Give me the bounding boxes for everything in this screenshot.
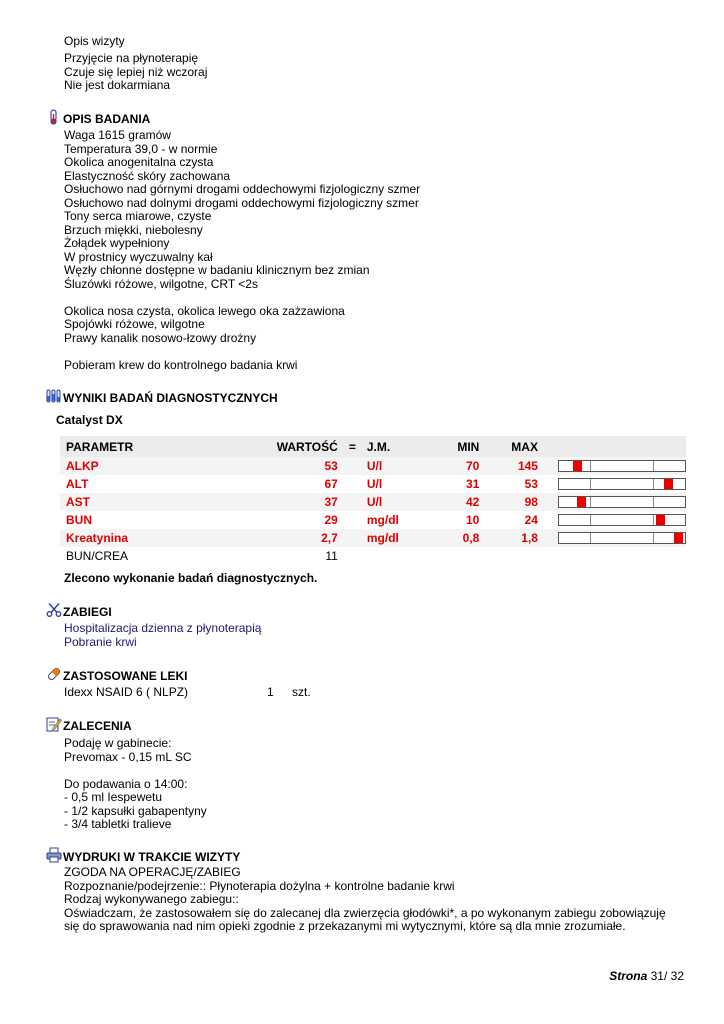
recommendations-text xyxy=(64,737,207,832)
visit-line: Czuje się lepiej niż wczoraj xyxy=(64,64,208,79)
exam-line: Okolica anogenitalna czysta xyxy=(64,155,214,169)
header-unit: J.M. xyxy=(367,436,426,457)
param-eq xyxy=(338,493,367,511)
drug-unit: szt. xyxy=(292,685,311,699)
exam-line: Temperatura 39,0 - w normie xyxy=(64,141,218,156)
param-name: ALKP xyxy=(60,457,249,475)
visit-label: Opis wizyty xyxy=(64,34,125,48)
param-unit: mg/dl xyxy=(367,529,426,547)
param-name: AST xyxy=(60,493,249,511)
range-cell xyxy=(538,529,686,547)
exam-line: Śluzówki różowe, wilgotne, CRT <2s xyxy=(64,276,258,291)
recommendation-line: Prevomax - 0,15 mL SC xyxy=(64,749,192,764)
printouts-title: WYDRUKI W TRAKCIE WIZYTY xyxy=(63,850,241,864)
param-min: 70 xyxy=(426,457,480,475)
printout-line: ZGODA NA OPERACJĘ/ZABIEG xyxy=(64,865,241,879)
param-max: 24 xyxy=(524,513,538,527)
param-value: 53 xyxy=(249,457,338,475)
param-unit: U/l xyxy=(367,493,426,511)
procedure-item: Hospitalizacja dzienna z płynoterapią xyxy=(64,621,262,635)
table-row xyxy=(60,457,686,475)
drug-qty: 1 xyxy=(267,685,274,699)
scissors-icon xyxy=(46,602,62,618)
thermometer-icon xyxy=(46,109,62,125)
exam-line: Spojówki różowe, wilgotne xyxy=(64,317,205,331)
drug-name: Idexx NSAID 6 ( NLPZ) xyxy=(64,685,189,699)
param-unit xyxy=(367,547,426,565)
exam-line: Okolica nosa czysta, okolica lewego oka zażzawiona xyxy=(64,303,345,318)
procedures-title: ZABIEGI xyxy=(63,605,112,619)
printout-line: się do sprawowania nad nim opieki zgodnie z przekazanymi mi wytycznymi, które są dla mnie zrozumiałe. xyxy=(64,919,626,933)
pencil-icon xyxy=(46,716,62,732)
param-max: 145 xyxy=(479,457,538,475)
recommendations-title: ZALECENIA xyxy=(63,719,132,733)
param-value: 29 xyxy=(324,513,338,527)
page-number: 31/ 32 xyxy=(650,969,684,983)
range-bar xyxy=(558,478,686,490)
header-eq: = xyxy=(338,436,367,457)
table-row xyxy=(60,547,686,565)
param-eq xyxy=(338,457,367,475)
param-eq xyxy=(338,475,367,493)
header-param: PARAMETR xyxy=(60,436,249,457)
param-unit: U/l xyxy=(366,477,383,491)
printout-line: Rozpoznanie/podejrzenie:: Płynoterapia dożylna + kontrolne badanie krwi xyxy=(64,878,455,893)
printouts-text xyxy=(64,866,666,934)
param-name: Kreatynina xyxy=(60,529,249,547)
range-marker xyxy=(573,461,582,471)
exam-line: Tony serca miarowe, czyste xyxy=(64,209,212,223)
range-cell xyxy=(538,475,686,493)
exam-notes xyxy=(64,129,420,372)
header-max: MAX xyxy=(479,436,538,457)
param-value: 2,7 xyxy=(249,529,338,547)
param-min: 10 xyxy=(465,513,480,527)
drugs-title: ZASTOSOWANE LEKI xyxy=(63,669,188,683)
visit-line: Przyjęcie na płynoterapię xyxy=(64,51,199,65)
range-cell xyxy=(538,511,686,529)
param-min: 0,8 xyxy=(426,529,480,547)
exam-line: Pobieram krew do kontrolnego badania krwi xyxy=(64,357,298,372)
range-marker xyxy=(674,533,683,543)
param-max: 98 xyxy=(479,493,538,511)
param-max: 1,8 xyxy=(479,529,538,547)
page-footer xyxy=(609,970,684,984)
exam-line: Waga 1615 gramów xyxy=(64,128,171,142)
exam-line: Osłuchowo nad górnymi drogami oddechowymi fizjologiczny szmer xyxy=(64,182,421,196)
exam-title: OPIS BADANIA xyxy=(63,112,151,126)
device-name: Catalyst DX xyxy=(56,413,123,427)
results-header-row xyxy=(60,436,686,457)
range-marker xyxy=(664,479,673,489)
recommendation-line: Podaję w gabinecie: xyxy=(64,736,172,750)
printout-line: Rodzaj wykonywanego zabiegu:: xyxy=(64,892,239,906)
range-bar xyxy=(558,496,686,508)
printer-icon xyxy=(46,847,62,863)
printout-line: Oświadczam, że zastosowałem się do zalecanej dla zwierzęcia głodówki*, a po wykonanym zabiegu zobowiązuję xyxy=(64,905,666,920)
header-range xyxy=(538,436,686,457)
param-value: 11 xyxy=(249,547,338,565)
spacer xyxy=(64,345,420,359)
param-eq xyxy=(338,547,367,565)
exam-line: Żołądek wypełniony xyxy=(64,236,170,250)
range-cell xyxy=(538,547,686,565)
param-max xyxy=(479,547,538,565)
results-table xyxy=(60,436,686,565)
page-label: Strona xyxy=(609,969,648,983)
param-unit: U/l xyxy=(367,457,426,475)
param-value: 37 xyxy=(249,493,338,511)
range-bar xyxy=(558,460,686,472)
param-min: 31 xyxy=(465,477,480,491)
header-min: MIN xyxy=(426,436,480,457)
param-min xyxy=(426,547,480,565)
visit-notes xyxy=(64,52,207,93)
capsule-icon xyxy=(46,666,62,682)
exam-line: W prostnicy wyczuwalny kał xyxy=(64,249,213,264)
header-value: WARTOŚĆ xyxy=(249,436,338,457)
recommendation-line: - 0,5 ml Iespewetu xyxy=(64,790,163,804)
range-marker xyxy=(577,497,586,507)
param-name: BUN xyxy=(66,513,92,527)
recommendation-line: Do podawania o 14:00: xyxy=(64,776,188,791)
table-row xyxy=(60,529,686,547)
range-cell xyxy=(538,493,686,511)
recommendation-line: - 1/2 kapsułki gabapentyny xyxy=(64,803,207,818)
table-row xyxy=(60,493,686,511)
param-eq xyxy=(338,529,367,547)
test-tubes-icon xyxy=(46,388,62,404)
range-cell xyxy=(538,457,686,475)
param-max: 53 xyxy=(524,477,538,491)
param-eq xyxy=(338,511,367,529)
param-value: 67 xyxy=(324,477,338,491)
range-bar xyxy=(558,514,686,526)
exam-line: Prawy kanalik nosowo-łzowy drożny xyxy=(64,330,257,345)
diagnostics-title: WYNIKI BADAŃ DIAGNOSTYCZNYCH xyxy=(63,391,278,405)
range-marker xyxy=(656,515,665,525)
visit-line: Nie jest dokarmiana xyxy=(64,78,171,92)
param-name: BUN/CREA xyxy=(60,547,249,565)
diagnostics-note: Zlecono wykonanie badań diagnostycznych. xyxy=(64,571,318,585)
recommendation-line: - 3/4 tabletki tralieve xyxy=(64,817,172,831)
exam-line: Brzuch miękki, niebolesny xyxy=(64,222,203,237)
exam-line: Elastyczność skóry zachowana xyxy=(64,168,231,183)
exam-line: Osłuchowo nad dolnymi drogami oddechowymi fizjologiczny szmer xyxy=(64,195,419,210)
param-name: ALT xyxy=(66,477,89,491)
param-unit: mg/dl xyxy=(366,513,399,527)
exam-line: Węzły chłonne dostępne w badaniu klinicznym bez zmian xyxy=(64,263,370,277)
spacer xyxy=(64,764,207,778)
procedures-list xyxy=(64,622,261,649)
range-bar xyxy=(558,532,686,544)
procedure-item: Pobranie krwi xyxy=(64,634,137,649)
table-row xyxy=(60,475,686,493)
spacer xyxy=(64,291,420,305)
table-row xyxy=(60,511,686,529)
param-min: 42 xyxy=(426,493,480,511)
